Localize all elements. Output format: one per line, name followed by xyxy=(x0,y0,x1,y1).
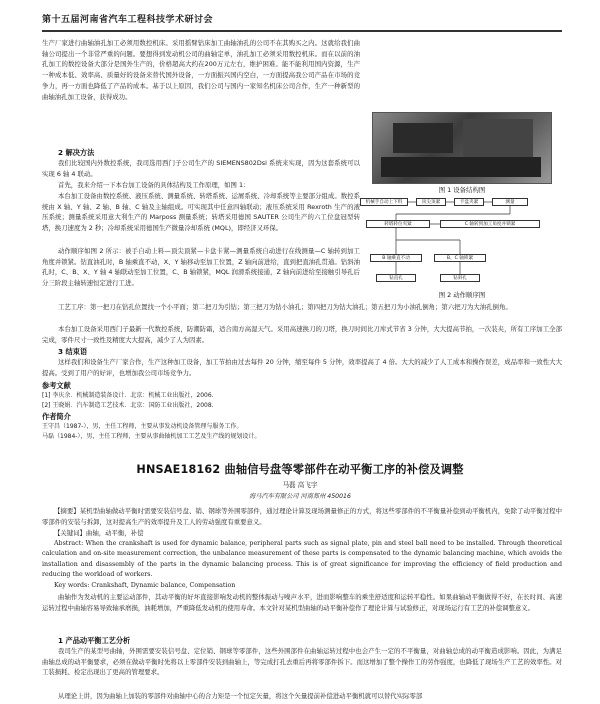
machine-base xyxy=(381,157,541,177)
a1-sec2-para5: 工艺工序：第一把刀在钻孔位置找一个小平面；第二把刀为引钻；第三把刀为钻小油孔；第四把刀为钻大油孔；第五把刀为小油孔倒角；第六把刀为大油孔倒角。 xyxy=(58,303,512,311)
flow-box-c-axis-lock: C 轴转到加工角度并锁紧 xyxy=(440,220,540,228)
reference-1: [1] 李庆余．机械制造装备设计．北京：机械工业出版社，2006. xyxy=(42,392,214,399)
article2-authors: 马磊 高飞宇 xyxy=(282,481,318,489)
figure-2-flow-diagram xyxy=(360,194,556,294)
author-info-1: 王守昌（1987-），男，主任工程师，主要从事发动机设备管理与服务工作。 xyxy=(42,423,243,430)
a2-keywords-cn: 【关键词】曲轴，动平衡，补偿 xyxy=(54,529,144,537)
a2-sec1-title: 1 产品动平衡工艺分析 xyxy=(58,636,131,645)
header-rule xyxy=(42,30,562,32)
a2-last-paragraph: 从理论上讲，因为曲轴上加装的零部件对曲轴中心的合力矩是一个恒定矢量，将这个矢量提前补偿进动平衡机就可以替代实际零部 xyxy=(58,692,423,700)
a2-sec1-paragraph: 我司生产的某型号曲轴，外围需要安装信号盘、定位销、钢球等零部件，这些外围部件在曲轴运转过程中也会产生一定的不平衡量，对曲轴总成的动平衡造成影响。因此，为满足曲轴总成的动平衡要求，必须在做动平衡时先将以上零部件安装到曲轴上，等完成打孔去重后再将零部件拆下。而这增加了整个操作工的劳作强度，也降低了现场生产工艺的效率性。对工装损耗、检定出现出了更高的管理要求。 xyxy=(42,647,562,677)
a2-keywords-en: Key words: Crankshaft, Dynamic balance, Compensation xyxy=(54,582,236,589)
flow-box-straight-hole: 钻直孔 xyxy=(376,274,416,282)
figure-1-equipment-photo xyxy=(372,112,552,184)
author-info-title: 作者简介 xyxy=(42,412,71,421)
flow-box-b-axis-fixed: B 轴乘直不动 xyxy=(370,254,422,262)
figure-1-caption: 图 1 设备结构图 xyxy=(438,186,486,194)
a1-sec2-para6: 本台加工设备采用西门子最新一代数控系统，防潮防霜，适合南方高湿天气。采用高速换刀的刀塔，换刀时间比刀库式节省 3 分钟，大大提高节拍，一次装夹，所有工序加工全部完成，零件尺寸一致性及精度大大提高，减少了人为因素。 xyxy=(42,325,562,344)
a1-sec2-para1: 我们比较国内外数控系统，我司选用西门子公司生产的 SIEMENS802Dsl 系统来实现，因为这套系统可以实现 6 轴 4 联动。 xyxy=(42,159,360,178)
a1-sec3-para: 这样我们和设备生产厂家合作，生产这种加工设备，加工节拍由过去每件 20 分钟，缩至每件 5 分钟，效率提高了 4 倍。大大的减少了人工成本和操作误差，成品率和一致性大大提高。受到了用户的好评，也增加我公司市场竞争力。 xyxy=(42,358,562,377)
flow-box-inclined-hole: 钻斜孔 xyxy=(440,274,480,282)
a2-intro-paragraph: 曲轴作为发动机的主要运动部件，其动平衡的好坏直接影响发动机的整体振动与噪声水平，进而影响整车的乘坐舒适度和运转平稳性。如果曲轴动平衡做得不好，在长时间、高速运转过程中曲轴容易导致轴承磨损，油耗增加，严重降低发动机的使用寿命。本文针对某机型曲轴的动平衡补偿作了理论计算与试验修正，对现场运行有工艺的补偿调整意义。 xyxy=(42,593,562,612)
article2-title: HNSAE18162 曲轴信号盘等零部件在动平衡工序的补偿及调整 xyxy=(136,463,464,476)
header-text: 第十五届河南省汽车工程科技学术研讨会 xyxy=(42,15,214,25)
a1-intro-paragraph: 生产厂家进行曲轴油孔加工必须用数控机床。采用摇臂钻床加工曲轴油孔的公司不在其购买之内。这就给我们曲轴公司提出一个非常严重的问题。要想得到发动机公司的曲轴定单，油孔加工必须采用数控机床。而在以前的油孔加工的数控设备大部分是国外生产的，价格超高大约在200万元左右，维护困难。能不能利用国内资源，生产一种成本低、效率高、质量好的设备来替代国外设备，一方面振兴国内空白，一方面提高我公司产品在市场的竞争力，再一方面也降低了产品的成本。基于以上原因，我们公司与国内一家知名机床公司合作，生产一种新型的曲轴油孔加工设备，获得成功。 xyxy=(42,39,360,101)
figure-2-caption: 图 2 动作顺序图 xyxy=(438,291,486,299)
flow-box-bc-axis-lock: B、C 轴锁紧 xyxy=(434,254,486,262)
reference-2: [2] 王晓娟．汽车制造工艺技术．北京：国防工业出版社，2008. xyxy=(42,402,214,409)
flow-box-turret: 转塔转位夹紧 xyxy=(366,220,430,228)
machine-block-right xyxy=(463,119,533,159)
a2-abstract-en: Abstract: When the crankshaft is used for dynamic balance, peripheral parts such as signal plate, pin and steel ball need to be installed. Through theoretical calculation and on-site measurement correction, the unbalance measurement of these parts is compensated to the dynamic balancing machine, which avoids the installation and disassembly of the parts in the dynamic balancing process. This is of great significance for improving the efficiency of field production and reducing the workload of workers. xyxy=(42,540,562,578)
flow-box-chuck-clamp: 卡盘夹紧 xyxy=(454,198,484,206)
a1-sec2-title: 2 解决方法 xyxy=(58,148,95,157)
machine-block-left xyxy=(393,123,453,153)
article2-affiliation: 海马汽车有限公司 河南郑州 450016 xyxy=(249,493,351,500)
references-title: 参考文献 xyxy=(42,381,71,390)
a1-sec2-para3: 本台加工设备由数控系统、液压系统、测量系统、转塔系统、运屑系统、冷却系统等主要部分组成。数控系统由 X 轴、Y 轴、Z 轴、B 轴、C 轴及主轴组成。可实现其中任意四轴联动；液压系统采用 Rexroth 生产的液压系统；测量系统采用意大利生产的 Marposs 测量系统；转塔采用德国 SAUTER 公司生产的六工位盘冠型转塔，换刀速度为 2 秒；冷却系统采用德国生产微量冷却系统 (MQL)，即经济又环保。 xyxy=(42,192,360,233)
flow-box-loading: 机械手自动上下料 xyxy=(360,198,408,206)
a2-abstract-cn: 【摘要】某机型曲轴做动平衡时需要安装信号盘、销、钢球等外围零部件，通过理论计算及现场测量修正的方式，将这些零部件的不平衡量补偿到动平衡机内，免除了动平衡过程中零部件的安装与拆卸，这对提高生产的效率提升及工人的劳动强度有重要意义。 xyxy=(42,507,562,526)
author-info-2: 马磊（1984-），男，主任工程师，主要从事曲轴机加工工艺及生产线的规划设计。 xyxy=(42,433,261,440)
a1-sec2-para4: 动作顺序如图 2 所示：被手自动上料—顶尖顶紧—卡盘卡紧—测量系统自动进行在线测量—C 轴转到加工角度并锁紧。钻直油孔时，B 轴乘直不动，X、Y 轴移动至加工位置，Z 轴向前进给，直到把直油孔贯通。钻斜油孔时，C、B、X、Y 轴 4 轴联动至加工位置，C、B 轴锁紧，MQL 润滑系统接通，Z 轴向前进给至接触引导孔后分三阶段主轴转速恒定进行工进。 xyxy=(42,247,360,288)
a1-sec3-title: 3 结束语 xyxy=(58,347,88,356)
flow-box-center-clamp: 顶尖顶紧 xyxy=(416,198,446,206)
a1-sec2-para2: 首先，我来介绍一下本台加工设备的具体结构及工作原理，如图 1： xyxy=(58,181,250,189)
flow-box-measure: 测量 xyxy=(492,198,528,206)
